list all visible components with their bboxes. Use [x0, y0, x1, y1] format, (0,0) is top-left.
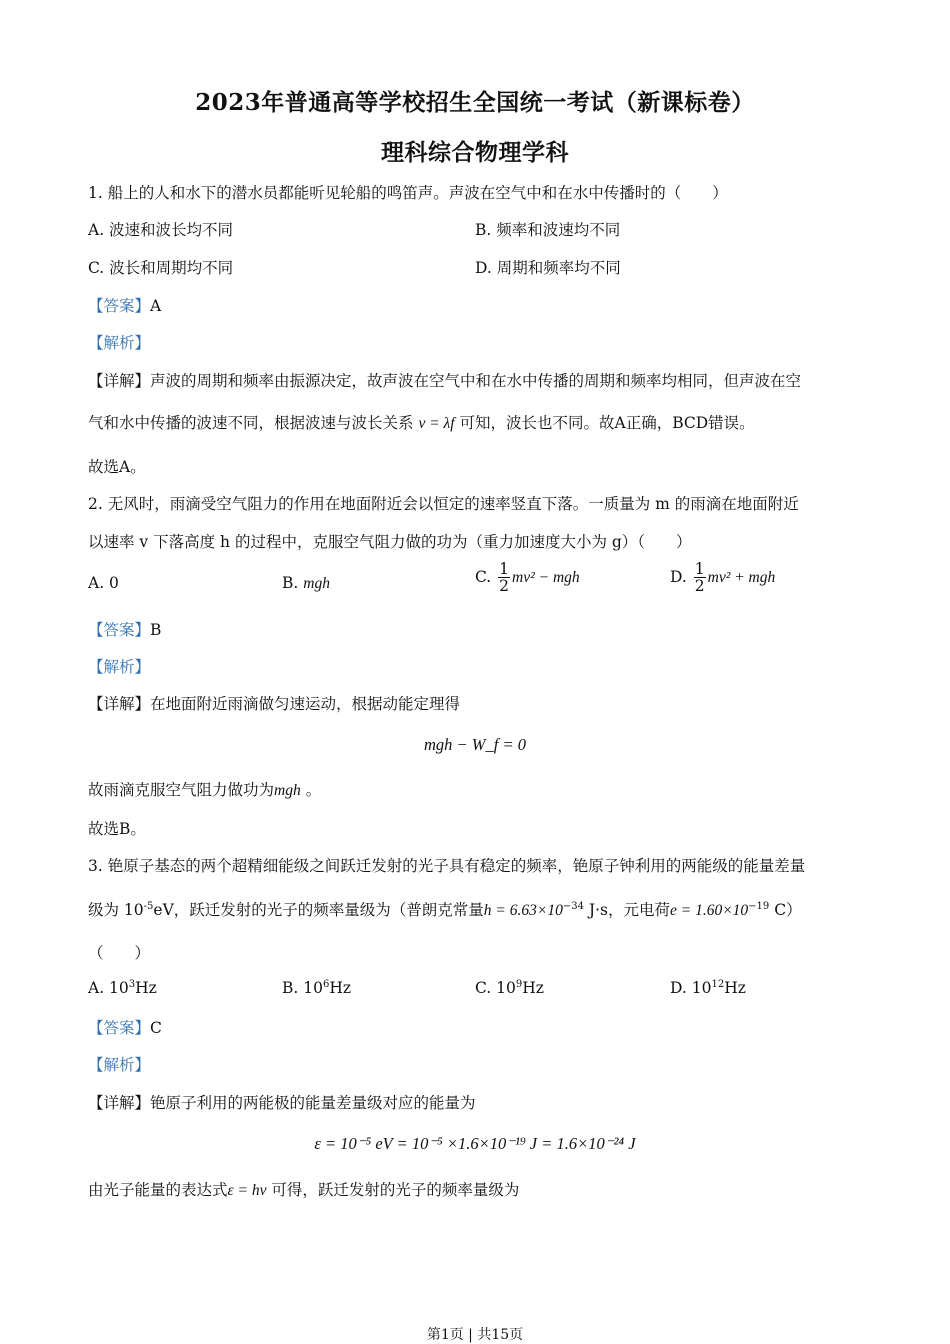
- page-footer: 第1页 | 共15页: [426, 1327, 524, 1343]
- planck-constant: h = 6.63×10: [483, 902, 563, 919]
- analysis-tag: 【解析】: [88, 658, 151, 676]
- q2-option-c: C. $\frac{1}{2}$ mv² − mgh: [475, 560, 580, 596]
- q1-answer-value: A: [150, 297, 162, 315]
- q3-stem-line3: （ ）: [88, 944, 151, 962]
- detail-tag: 【详解】: [88, 1094, 151, 1112]
- q3-stem-line1: 3. 铯原子基态的两个超精细能级之间跃迁发射的光子具有稳定的频率，铯原子钟利用的两能级的能量差量: [88, 857, 806, 875]
- q1-detail-line1: 【详解】声波的周期和频率由振源决定，故声波在空气中和在水中传播的周期和频率均相同，但声波在空: [88, 372, 802, 390]
- wave-relation-formula: v = λf: [418, 415, 455, 432]
- q2-stem-line1: 2. 无风时，雨滴受空气阻力的作用在地面附近会以恒定的速率竖直下落。一质量为 m 的雨滴在地面附近: [88, 495, 799, 513]
- q2-option-b: B. mgh: [282, 574, 330, 592]
- q1-stem: 1. 船上的人和水下的潜水员都能听见轮船的鸣笛声。声波在空气中和在水中传播时的（ ）: [88, 184, 728, 202]
- q3-equation: ε = 10⁻⁵ eV = 10⁻⁵ ×1.6×10⁻¹⁹ J = 1.6×10⁻²⁴ J: [314, 1134, 636, 1153]
- q3-option-d: D. $10^{12}Hz$: [670, 979, 746, 997]
- answer-tag: 【答案】: [88, 1019, 151, 1037]
- q3-detail: 【详解】铯原子利用的两能极的能量差量级对应的能量为: [88, 1094, 476, 1112]
- analysis-tag: 【解析】: [88, 1056, 151, 1074]
- q1-option-a: A. 波速和波长均不同: [88, 221, 234, 239]
- exam-subtitle: 理科综合物理学科: [381, 139, 569, 166]
- answer-tag: 【答案】: [88, 621, 151, 639]
- q2-answer: [88, 618, 161, 640]
- q2-conclusion: 故选B。: [88, 820, 146, 838]
- q3-stem-line2: 级为 $10^{-5}eV$，跃迁发射的光子的频率量级为（普朗克常量$h = 6.63\times 10^{-34}$ J·s，元电荷$e = 1.60\times 10^{-19}$ C）: [88, 901, 802, 919]
- answer-tag: 【答案】: [88, 297, 151, 315]
- q3-analysis: [88, 1053, 150, 1075]
- detail-tag: 【详解】: [88, 695, 151, 713]
- q3-option-c: C. $10^9Hz$: [475, 979, 544, 997]
- elementary-charge: e = 1.60×10: [669, 902, 749, 919]
- analysis-tag: 【解析】: [88, 334, 151, 352]
- q2-analysis: [88, 655, 150, 677]
- q3-option-a: A. $10^3Hz$: [88, 979, 157, 997]
- q2-option-a: A. 0: [88, 574, 119, 592]
- q2-detail: 【详解】在地面附近雨滴做匀速运动，根据动能定理得: [88, 695, 461, 713]
- q1-analysis: [88, 331, 150, 353]
- q3-last-line: 由光子能量的表达式ε = hν 可得，跃迁发射的光子的频率量级为: [88, 1181, 520, 1199]
- q1-option-b: B. 频率和波速均不同: [475, 221, 621, 239]
- q3-answer-value: C: [150, 1019, 162, 1037]
- detail-tag: 【详解】: [88, 372, 151, 390]
- q2-answer-value: B: [150, 621, 162, 639]
- half-fraction: $\frac{1}{2}$: [499, 560, 510, 596]
- q3-answer: [88, 1016, 162, 1038]
- q1-option-c: C. 波长和周期均不同: [88, 259, 234, 277]
- q2-detail-line2: 故雨滴克服空气阻力做功为mgh 。: [88, 781, 322, 799]
- half-fraction: $\frac{1}{2}$: [694, 560, 705, 596]
- q1-conclusion: 故选A。: [88, 458, 146, 476]
- q2-option-d: D. $\frac{1}{2}$ mv² + mgh: [670, 560, 776, 596]
- q2-equation: mgh − W_f = 0: [423, 735, 526, 754]
- q2-stem-line2: 以速率 v 下落高度 h 的过程中，克服空气阻力做的功为（重力加速度大小为 g）（ ）: [88, 533, 692, 551]
- q1-answer: [88, 294, 161, 316]
- q1-detail-line2: 气和水中传播的波速不同，根据波速与波长关系 v = λf 可知，波长也不同。故A正确，BCD错误。: [88, 414, 755, 432]
- q1-option-d: D. 周期和频率均不同: [475, 259, 621, 277]
- q3-option-b: B. $10^6Hz$: [282, 979, 352, 997]
- exam-title: 2023年普通高等学校招生全国统一考试（新课标卷）: [195, 89, 755, 116]
